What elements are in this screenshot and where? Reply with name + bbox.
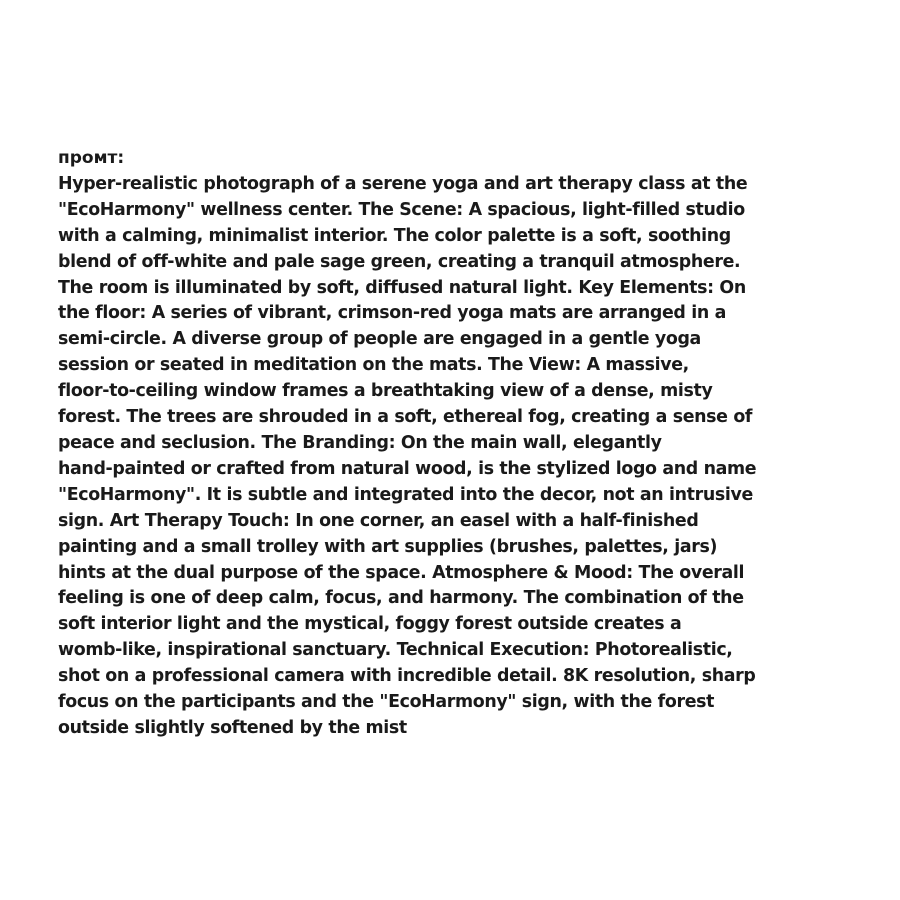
prompt-document — [58, 146, 848, 742]
prompt-line: semi-circle. A diverse group of people are engaged in a gentle yoga — [58, 329, 701, 350]
prompt-body — [58, 172, 848, 742]
prompt-line: soft interior light and the mystical, foggy forest outside creates a — [58, 614, 682, 635]
prompt-line: womb-like, inspirational sanctuary. Technical Execution: Photorealistic, — [58, 640, 733, 661]
prompt-line: The room is illuminated by soft, diffused natural light. Key Elements: On — [58, 277, 746, 298]
prompt-line: forest. The trees are shrouded in a soft, ethereal fog, creating a sense of — [58, 407, 753, 428]
prompt-line: peace and seclusion. The Branding: On the main wall, elegantly — [58, 432, 662, 453]
prompt-label: промт: — [58, 148, 125, 168]
prompt-line: focus on the participants and the "EcoHarmony" sign, with the forest — [58, 692, 715, 713]
prompt-line: outside slightly softened by the mist — [58, 717, 407, 738]
prompt-line: Hyper-realistic photograph of a serene yoga and art therapy class at the — [58, 173, 748, 194]
prompt-line: "EcoHarmony" wellness center. The Scene: A spacious, light-filled studio — [58, 199, 745, 220]
prompt-line: "EcoHarmony". It is subtle and integrated into the decor, not an intrusive — [58, 484, 753, 505]
prompt-line: shot on a professional camera with incredible detail. 8K resolution, sharp — [58, 666, 756, 687]
prompt-line: with a calming, minimalist interior. The color palette is a soft, soothing — [58, 225, 731, 246]
prompt-line: session or seated in meditation on the mats. The View: A massive, — [58, 355, 689, 376]
prompt-line: hints at the dual purpose of the space. Atmosphere & Mood: The overall — [58, 562, 745, 583]
prompt-line: the floor: A series of vibrant, crimson-red yoga mats are arranged in a — [58, 303, 726, 324]
prompt-line: feeling is one of deep calm, focus, and harmony. The combination of the — [58, 588, 744, 609]
prompt-line: floor-to-ceiling window frames a breathtaking view of a dense, misty — [58, 381, 713, 402]
prompt-line: hand-painted or crafted from natural wood, is the stylized logo and name — [58, 458, 757, 479]
prompt-line: blend of off-white and pale sage green, creating a tranquil atmosphere. — [58, 251, 741, 272]
prompt-line: painting and a small trolley with art supplies (brushes, palettes, jars) — [58, 536, 718, 557]
prompt-line: sign. Art Therapy Touch: In one corner, an easel with a half-finished — [58, 510, 699, 531]
